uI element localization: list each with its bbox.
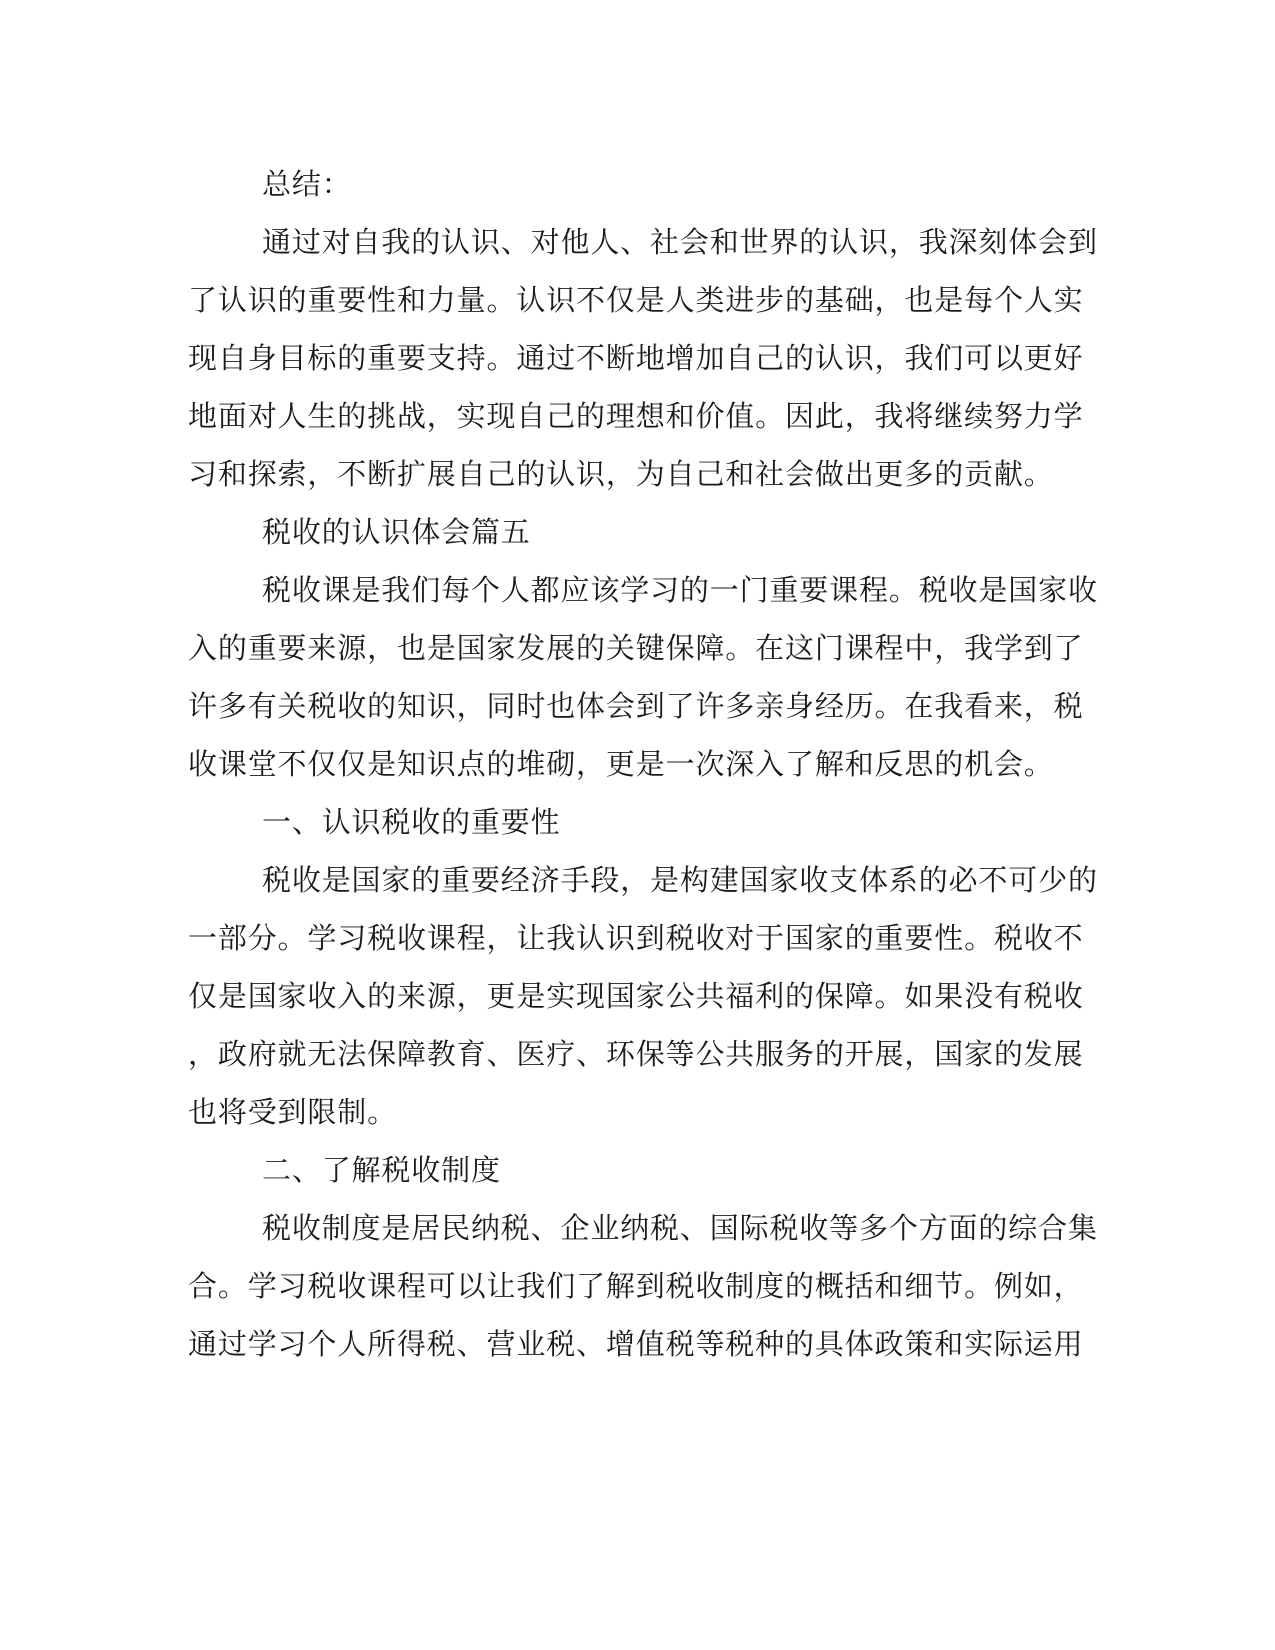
- paragraph-line: ，政府就无法保障教育、医疗、环保等公共服务的开展，国家的发展: [188, 1037, 1084, 1071]
- paragraph-line: 习和探索，不断扩展自己的认识，为自己和社会做出更多的贡献。: [188, 457, 1054, 491]
- paragraph-line: 仅是国家收入的来源，更是实现国家公共福利的保障。如果没有税收: [188, 979, 1084, 1013]
- paragraph-line: 税收课是我们每个人都应该学习的一门重要课程。税收是国家收: [262, 573, 1098, 607]
- paragraph-line: 税收是国家的重要经济手段，是构建国家收支体系的必不可少的: [262, 863, 1098, 897]
- paragraph-line: 地面对人生的挑战，实现自己的理想和价值。因此，我将继续努力学: [188, 399, 1084, 433]
- paragraph-line: 收课堂不仅仅是知识点的堆砌，更是一次深入了解和反思的机会。: [188, 747, 1054, 781]
- paragraph-line: 入的重要来源，也是国家发展的关键保障。在这门课程中，我学到了: [188, 631, 1084, 665]
- paragraph-line: 通过对自我的认识、对他人、社会和世界的认识，我深刻体会到: [262, 225, 1098, 259]
- paragraph-line: 也将受到限制。: [188, 1095, 397, 1129]
- paragraph-line: 了认识的重要性和力量。认识不仅是人类进步的基础，也是每个人实: [188, 283, 1084, 317]
- paragraph-line: 许多有关税收的知识，同时也体会到了许多亲身经历。在我看来，税: [188, 689, 1084, 723]
- paragraph-line: 合。学习税收课程可以让我们了解到税收制度的概括和细节。例如，: [188, 1269, 1084, 1303]
- subsection-heading-1: 一、认识税收的重要性: [262, 805, 561, 839]
- paragraph-line: 一部分。学习税收课程，让我认识到税收对于国家的重要性。税收不: [188, 921, 1084, 955]
- summary-heading: 总结：: [262, 167, 352, 201]
- subsection-heading-2: 二、了解税收制度: [262, 1153, 501, 1187]
- paragraph-line: 通过学习个人所得税、营业税、增值税等税种的具体政策和实际运用: [188, 1327, 1084, 1361]
- section-title: 税收的认识体会篇五: [262, 515, 531, 549]
- paragraph-line: 税收制度是居民纳税、企业纳税、国际税收等多个方面的综合集: [262, 1211, 1098, 1245]
- paragraph-line: 现自身目标的重要支持。通过不断地增加自己的认识，我们可以更好: [188, 341, 1084, 375]
